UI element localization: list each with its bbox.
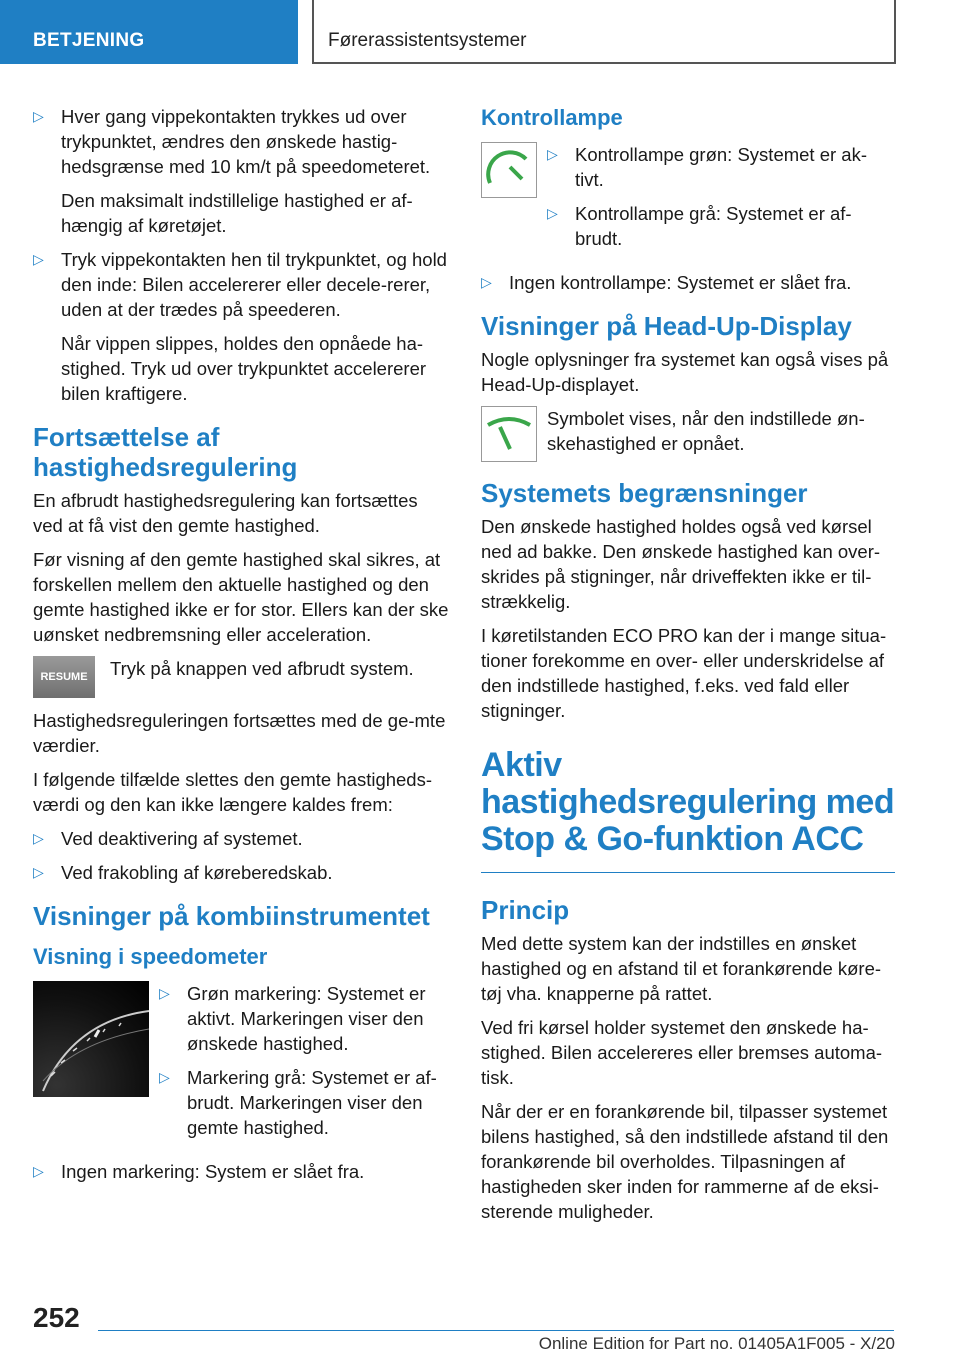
paragraph: I køretilstanden ECO PRO kan der i mange situa-tioner forekomme en over- eller underskridelse af den indstillede hastighed, f.eks. ved fald eller stigninger.: [481, 625, 887, 721]
resume-row: [33, 656, 451, 698]
paragraph: I følgende tilfælde slettes den gemte hastigheds-værdi og den kan ikke længere kaldes frem:: [33, 769, 433, 815]
section-tab: BETJENING: [0, 0, 298, 64]
list-item: ▷ Ingen kontrollampe: Systemet er slået fra.: [481, 270, 895, 295]
list-item-note: Den maksimalt indstillelige hastighed er af-hængig af køretøjet.: [61, 190, 413, 236]
list-item: ▷ Tryk vippekontakten hen til trykpunktet, og hold den inde: Bilen accelererer eller decele-rerer, uden at der trædes på speederen.: [33, 247, 451, 322]
right-column: [481, 104, 895, 1233]
lamp-row: [481, 142, 895, 260]
list-item: ▷ Ved frakobling af køreberedskab.: [33, 860, 451, 885]
heading-acc: Aktiv hastighedsregulering med Stop & Go-funktion ACC: [481, 746, 895, 858]
list-item-note: Når vippen slippes, holdes den opnåede ha-stighed. Tryk ud over trykpunktet accelererer bilen kraftigere.: [61, 333, 427, 404]
heading-hud: Visninger på Head-Up-Display: [481, 311, 852, 341]
hud-symbol-text: Symbolet vises, når den indstillede øn-skehastighed er opnået.: [547, 408, 865, 454]
page-number: 252: [33, 1302, 80, 1333]
speedometer-row: [33, 981, 451, 1149]
footer-edition: Online Edition for Part no. 01405A1F005 - X/20: [538, 1334, 895, 1353]
paragraph: Ved fri kørsel holder systemet den ønskede ha-stighed. Bilen accelereres eller bremses automa-tisk.: [481, 1017, 883, 1088]
heading-princip: Princip: [481, 895, 570, 925]
heading-kontrollampe: Kontrollampe: [481, 105, 623, 130]
paragraph: Med dette system kan der indstilles en ønsket hastighed og en afstand til et forankørende køre-tøj vha. knapperne på rattet.: [481, 933, 882, 1004]
cruise-lamp-icon: [481, 142, 537, 198]
footer-divider: [98, 1330, 894, 1331]
list-item: ▷ Markering grå: Systemet er af-brudt. Markeringen viser den gemte hastighed.: [159, 1065, 451, 1140]
heading-speedometer: Visning i speedometer: [33, 944, 268, 969]
paragraph: Når der er en forankørende bil, tilpasser systemet bilens hastighed, så den indstillede afstand til den forankørende bil overholdes. Tilpasningen af hastigheden sker inden for rammerne af de eksi-sterende muligheder.: [481, 1101, 889, 1222]
resume-button-icon: RESUME: [33, 656, 95, 698]
list-item: ▷ Ved deaktivering af systemet.: [33, 826, 451, 851]
list-item: ▷ Kontrollampe grøn: Systemet er ak-tivt.: [547, 142, 895, 192]
speedometer-image-icon: [33, 981, 149, 1097]
list-item: ▷ Ingen markering: System er slået fra.: [33, 1159, 451, 1184]
list-item: ▷ Hver gang vippekontakten trykkes ud over trykpunktet, ændres den ønskede hastig-hedsgrænse med 10 km/t på speedometeret.: [33, 104, 451, 179]
hud-symbol-icon: [481, 406, 537, 462]
heading-visninger: Visninger på kombiinstrumentet: [33, 901, 430, 931]
paragraph: En afbrudt hastighedsregulering kan fortsættes ved at få vist den gemte hastighed.: [33, 490, 418, 536]
heading-fortsaettelse: Fortsættelse af hastighedsregulering: [33, 422, 298, 482]
list-item: ▷ Kontrollampe grå: Systemet er af-brudt.: [547, 201, 895, 251]
paragraph: Hastighedsreguleringen fortsættes med de ge-mte værdier.: [33, 710, 446, 756]
paragraph: Nogle oplysninger fra systemet kan også vises på Head-Up-displayet.: [481, 349, 889, 395]
paragraph: Før visning af den gemte hastighed skal sikres, at forskellen mellem den aktuelle hastighed og den gemte hastighed ikke er for stor. Ellers kan der ske uønsket nedbremsning eller acceleration.: [33, 549, 449, 645]
resume-text: Tryk på knappen ved afbrudt system.: [110, 658, 414, 679]
page-header: [0, 0, 960, 66]
left-column: [33, 104, 451, 1193]
section-divider: [481, 872, 895, 873]
paragraph: Den ønskede hastighed holdes også ved kørsel ned ad bakke. Den ønskede hastighed kan over-skrides på stigninger, når driveffekten ikke er til-strækkelig.: [481, 516, 881, 612]
heading-begraensninger: Systemets begrænsninger: [481, 478, 808, 508]
chapter-title: Førerassistentsystemer: [312, 0, 896, 64]
list-item: ▷ Grøn markering: Systemet er aktivt. Markeringen viser den ønskede hastighed.: [159, 981, 451, 1056]
hud-row: [481, 406, 895, 462]
